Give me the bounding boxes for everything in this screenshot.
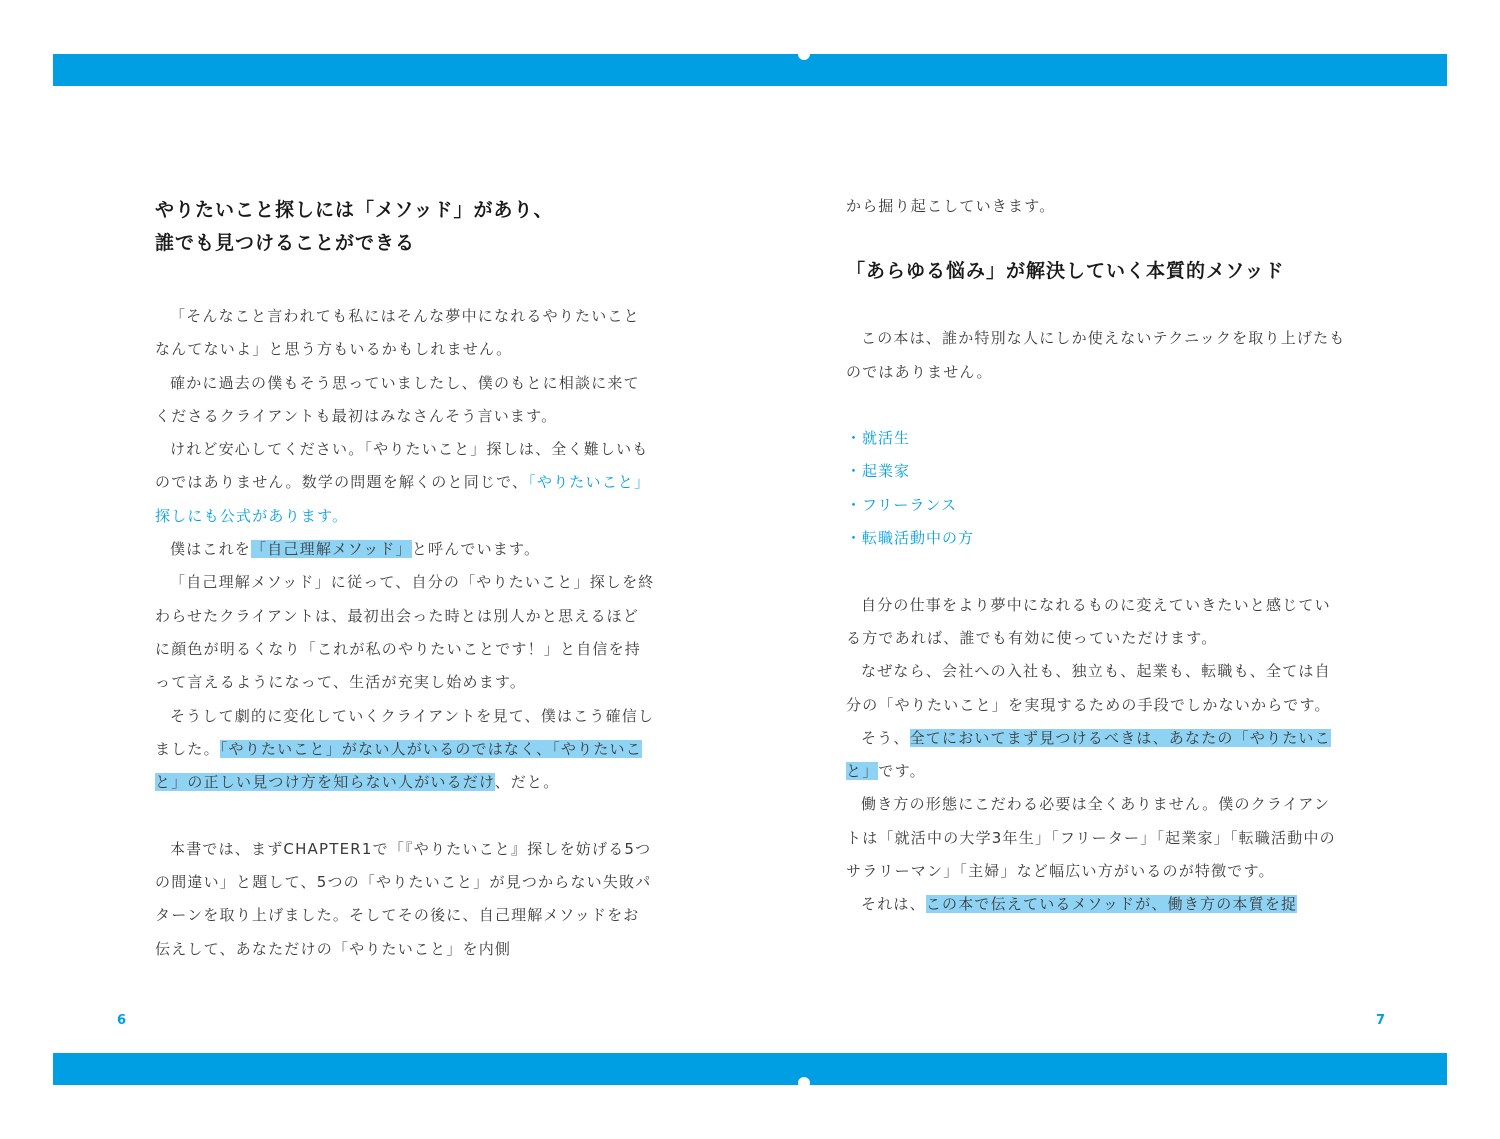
paragraph: なぜなら、会社への入社も、独立も、起業も、転職も、全ては自分の「やりたいこと」を実現するための手段でしかないからです。 (846, 662, 1331, 714)
heading-line-1: やりたいこと探しには「メソッド」があり、 (155, 199, 554, 221)
bullet-item: ・フリーランス (846, 495, 957, 514)
paragraph: 「そんなこと言われても私にはそんな夢中になれるやりたいことなんてないよ」と思う方もいるかもしれません。 (155, 307, 640, 359)
paragraph-continued: から掘り起こしていきます。 (846, 197, 1056, 215)
paragraph: 本書では、まずCHAPTER1で「『やりたいこと』探しを妨げる5つの間違い」と題して、5つの「やりたいこと」が見つからない失敗パターンを取り上げました。そしてその後に、自己理解メソッドをお伝えして、あなただけの「やりたいこと」を内側 (155, 839, 652, 958)
text-run: です。 (878, 762, 926, 781)
paragraph (155, 433, 655, 533)
text-run: と呼んでいます。 (411, 540, 541, 559)
left-section-heading (155, 194, 655, 260)
paragraph (846, 722, 1346, 789)
right-section-heading: 「あらゆる悩み」が解決していく本質的メソッド (846, 260, 1285, 283)
page-number-right: 7 (1376, 1013, 1386, 1028)
paragraph (846, 888, 1346, 921)
page-number-left: 6 (117, 1013, 127, 1028)
text-run: けれど安心してください。「やりたいこと」探しは、全く難しいものではありません。数学の問題を解くのと同じで、 (155, 440, 649, 492)
highlighted-text: 「自己理解メソッド」 (251, 540, 412, 559)
paragraph (155, 533, 655, 566)
left-page (155, 0, 655, 966)
text-run: それは、 (861, 895, 926, 914)
right-page (846, 0, 1346, 922)
text-run: 、だと。 (494, 773, 560, 792)
paragraph (155, 700, 655, 800)
text-run: そうして劇的に変化していくクライアントを見て、僕はこう確信しました。 (155, 706, 655, 758)
band-notch (798, 1077, 810, 1089)
paragraph: 自分の仕事をより夢中になれるものに変えていきたいと感じている方であれば、誰でも有効に使っていただけます。 (846, 595, 1331, 647)
heading-line-2: 誰でも見つけることができる (155, 232, 416, 254)
paragraph: この本は、誰か特別な人にしか使えないテクニックを取り上げたものではありません。 (846, 329, 1346, 381)
highlighted-text: 「やりたいこと」がない人がいるのではなく、「やりたいこと」の正しい見つけ方を知らない人がいるだけ (155, 739, 642, 792)
highlighted-text: この本で伝えているメソッドが、働き方の本質を捉 (925, 895, 1298, 914)
paragraph: 「自己理解メソッド」に従って、自分の「やりたいこと」探しを終わらせたクライアントは、最初出会った時とは別人かと思えるほどに顔色が明るくなり「これが私のやりたいことです！」と自信を持って言えるようになって、生活が充実し始めます。 (155, 573, 655, 692)
text-run: そう、 (861, 728, 910, 747)
bullet-item: ・起業家 (846, 462, 911, 481)
emphasis-text: 「やりたいこと」探しにも公式があります。 (155, 473, 651, 525)
paragraph: 確かに過去の僕もそう思っていましたし、僕のもとに相談に来てくださるクライアントも最初はみなさんそう言います。 (155, 373, 640, 425)
bullet-item: ・転職活動中の方 (846, 529, 975, 548)
bottom-decorative-band (53, 1053, 1447, 1085)
band-notch (798, 48, 810, 60)
text-run: 僕はこれを (170, 540, 252, 559)
bullet-item: ・就活生 (846, 429, 911, 448)
highlighted-text: 全てにおいてまず見つけるべきは、あなたの「やりたいこと」 (846, 728, 1331, 781)
paragraph: 働き方の形態にこだわる必要は全くありません。僕のクライアントは「就活中の大学3年生」「フリーター」「起業家」「転職活動中のサラリーマン」「主婦」など幅広い方がいるのが特徴です。 (846, 795, 1336, 881)
